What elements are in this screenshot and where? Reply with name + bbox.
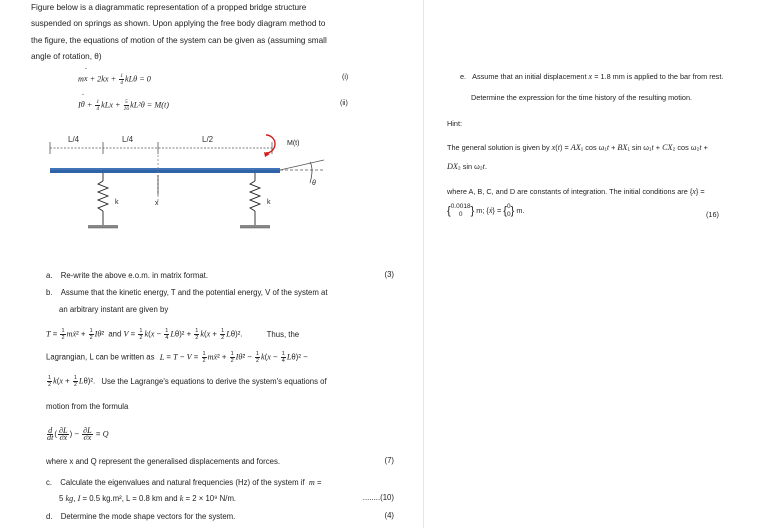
energy-equations: T = $\frac{1}{2}$ mẋ² + $\frac{1}{2}$ Iθ̇² and V = $\frac{1}{2}$ k(x − $\frac{1}{4}$ Lθ)² + $\frac{1}{2}$ k(x + $\frac{1}{2}$ Lθ)². Thus, the <box>46 328 300 341</box>
question-b-use: Use the Lagrange's equations to derive the system's equations of <box>101 376 327 386</box>
question-d-label: d. <box>46 512 53 521</box>
intro-line: suspended on springs as shown. Upon applying the free body diagram method to <box>31 19 326 29</box>
equation-2: Iθ ¨ + $\frac{1}{4}$ kLx + $\frac{5}{16}$ kL²θ = M(t) <box>78 93 169 112</box>
question-e-text-1b: is applied to the bar from rest. <box>626 72 724 81</box>
question-d <box>46 511 235 523</box>
constants-text: where A, B, C, and D are constants of integration. The initial conditions are {x} = <box>447 187 705 196</box>
intro-line: angle of rotation, θ) <box>31 52 102 62</box>
question-e-label: e. <box>460 72 467 81</box>
question-b-marks: (7) <box>384 456 394 465</box>
initial-velocity-unit: m. <box>516 205 525 215</box>
right-spring-label: k <box>267 199 271 206</box>
question-c-values: 5 kg, I = 0.5 kg.m², L = 0.8 km and k = 2 × 10⁹ N/m. <box>59 494 237 503</box>
intro-paragraph <box>31 0 401 66</box>
intro-line: the figure, the equations of motion of the system can be given as (assuming small <box>31 35 327 45</box>
left-spring <box>98 181 108 211</box>
bridge-diagram <box>40 125 340 250</box>
general-solution-2: DX₂ sin ω₂t. <box>447 162 487 171</box>
dim-label-3: L/2 <box>202 135 214 144</box>
question-a-text: Re-write the above e.o.m. in matrix format. <box>60 271 209 280</box>
question-c-text: Calculate the eigenvalues and natural frequencies (Hz) of the system if <box>60 478 305 487</box>
question-a-marks: (3) <box>384 270 394 279</box>
question-e-marks: (16) <box>706 210 719 219</box>
intro-line: Figure below is a diagrammatic representation of a propped bridge structure <box>31 3 307 12</box>
right-ground <box>240 225 270 228</box>
initial-displacement-unit: m; <box>476 205 485 215</box>
question-e-text-1: Assume that an initial displacement <box>472 72 587 81</box>
lagrangian-line-2: $\frac{1}{2}$ k(x + $\frac{1}{2}$ Lθ)². Use the Lagrange's equations to derive the system's equations of <box>48 375 327 388</box>
question-b-where: where x and Q represent the generalised displacements and forces. <box>46 457 281 466</box>
initial-conditions: { 0.0018 0 } m; {ẋ} = { 0 0 } m. <box>447 203 525 218</box>
dim-label-1: L/4 <box>68 135 80 144</box>
question-b-label: b. <box>46 288 53 297</box>
hint-title: Hint: <box>447 119 463 128</box>
x-label: x <box>155 200 159 207</box>
question-c-marks: ........(10) <box>362 493 394 502</box>
question-c: c. Calculate the eigenvalues and natural frequencies (Hz) of the system if m = <box>46 478 322 487</box>
question-b-lagrangian: Lagrangian, L can be written as <box>46 352 155 362</box>
theta-label: θ <box>312 180 316 187</box>
question-e-text-2: Determine the expression for the time history of the resulting motion. <box>471 93 693 102</box>
left-spring-label: k <box>115 199 119 206</box>
general-solution-text: The general solution is given by <box>447 143 550 152</box>
equation-1: mx ¨ + 2kx + $\frac{1}{4}$ kLθ = 0 <box>78 67 151 86</box>
question-a <box>46 270 208 282</box>
question-c-label: c. <box>46 478 53 487</box>
question-b-thus: Thus, the <box>266 329 300 339</box>
moment-arrow <box>266 135 275 153</box>
equation-2-number: (ii) <box>340 100 348 107</box>
question-e: e. Assume that an initial displacement x = 1.8 mm is applied to the bar from rest. <box>460 72 724 81</box>
constants-description: where A, B, C, and D are constants of integration. The initial conditions are <box>447 187 688 196</box>
question-b <box>46 287 328 299</box>
column-divider <box>423 0 424 528</box>
question-d-text: Determine the mode shape vectors for the system. <box>60 512 236 521</box>
dim-label-2: L/4 <box>122 135 134 144</box>
question-b-text-1: Assume that the kinetic energy, T and the potential energy, V of the system at <box>60 288 328 297</box>
initial-displacement-zero: 0 <box>458 211 463 218</box>
lagrangian-line: Lagrangian, L can be written as L = T − V = $\frac{1}{2}$ mẋ² + $\frac{1}{2}$ Iθ̇² − $\frac{1}{2}$ k(x − $\frac{1}{4}$ Lθ)² − <box>46 351 308 364</box>
general-solution: The general solution is given by x(t) = AX₁ cos ω₁t + BX₁ sin ω₁t + CX₂ cos ω₂t + <box>447 143 708 152</box>
initial-displacement-value: 0.0018 <box>450 203 471 210</box>
question-b-motion: motion from the formula <box>46 402 129 411</box>
equation-1-number: (i) <box>342 74 349 81</box>
question-a-label: a. <box>46 271 53 280</box>
left-ground <box>88 225 118 228</box>
question-b-text-2: an arbitrary instant are given by <box>59 305 169 314</box>
lagrange-formula: $\frac{d}{dt}$ ( $\frac{\partial L}{\text{∂ẋ}}$ ) − $\frac{\partial L}{\partial x}$ = Q <box>47 426 109 442</box>
right-spring <box>250 181 260 211</box>
moment-label: M(t) <box>287 140 300 147</box>
question-d-marks: (4) <box>384 511 394 520</box>
